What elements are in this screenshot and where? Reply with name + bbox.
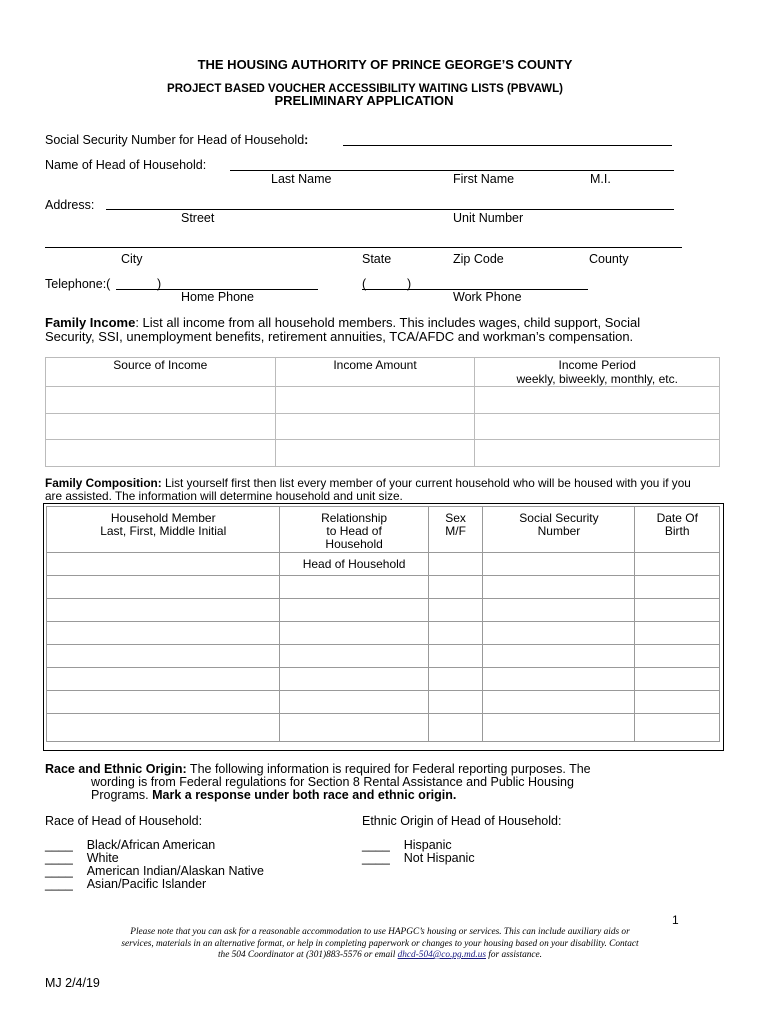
income-cell[interactable] xyxy=(275,387,475,414)
unit-number-caption: Unit Number xyxy=(453,211,524,225)
race-blank[interactable]: ____ xyxy=(45,851,73,865)
dob-cell[interactable] xyxy=(635,714,720,742)
race-text-3-bold: Mark a response under both race and ethnic origin. xyxy=(152,788,457,802)
ssn-colon: : xyxy=(304,133,309,147)
member-cell[interactable] xyxy=(47,599,280,622)
dob-cell[interactable] xyxy=(635,645,720,668)
dob-cell[interactable] xyxy=(635,576,720,599)
work-phone-paren-close: ) xyxy=(407,277,412,291)
table-row xyxy=(46,440,720,467)
relationship-cell[interactable] xyxy=(280,622,428,645)
relationship-cell[interactable] xyxy=(280,714,428,742)
family-composition-heading: Family Composition: xyxy=(45,476,162,490)
relationship-cell[interactable] xyxy=(280,668,428,691)
sex-cell[interactable] xyxy=(428,714,483,742)
dob-cell[interactable] xyxy=(635,553,720,576)
zip-caption: Zip Code xyxy=(453,252,504,266)
col-source-of-income: Source of Income xyxy=(46,358,276,387)
race-option-asian[interactable] xyxy=(45,877,206,891)
table-row xyxy=(47,599,720,622)
city-caption: City xyxy=(121,252,143,266)
col-social-security-sub: Number xyxy=(537,524,581,538)
race-option-label: American Indian/Alaskan Native xyxy=(86,864,264,878)
col-sex xyxy=(428,507,483,553)
ssn-label-text: Social Security Number for Head of Household xyxy=(45,133,305,147)
dob-cell[interactable] xyxy=(635,599,720,622)
col-household-member-label: Household Member xyxy=(110,511,216,525)
col-income-amount: Income Amount xyxy=(275,358,475,387)
race-option-label: White xyxy=(86,851,119,865)
sex-cell[interactable] xyxy=(428,622,483,645)
accommodation-note-line3a: the 504 Coordinator at (301)883-5576 or email xyxy=(217,950,398,960)
col-date-of-birth-label: Date Of xyxy=(656,511,698,525)
ssn-cell[interactable] xyxy=(483,645,635,668)
table-row xyxy=(46,387,720,414)
address-street-field[interactable] xyxy=(106,209,674,210)
ssn-cell[interactable] xyxy=(483,668,635,691)
sex-cell[interactable] xyxy=(428,599,483,622)
income-cell[interactable] xyxy=(46,440,276,467)
income-cell[interactable] xyxy=(275,414,475,440)
income-cell[interactable] xyxy=(46,414,276,440)
ethnic-blank[interactable]: ____ xyxy=(362,851,390,865)
table-row xyxy=(47,622,720,645)
sex-cell[interactable] xyxy=(428,576,483,599)
page-number: 1 xyxy=(672,913,679,927)
accommodation-note xyxy=(30,927,730,962)
col-relationship xyxy=(280,507,428,553)
race-option-white[interactable] xyxy=(45,851,119,865)
county-caption: County xyxy=(589,252,629,266)
accommodation-note-line2: services, materials in an alternative format, or help in completing paperwork or changes to your housing based on your disability. Contact xyxy=(121,938,639,949)
name-label: Name of Head of Household: xyxy=(45,158,207,172)
race-instructions-line3 xyxy=(91,788,456,802)
ssn-cell[interactable] xyxy=(483,576,635,599)
col-income-period-label: Income Period xyxy=(558,358,636,372)
ssn-cell[interactable] xyxy=(483,553,635,576)
address-city-field[interactable] xyxy=(45,247,682,248)
col-social-security-label: Social Security xyxy=(519,511,599,525)
member-cell[interactable] xyxy=(47,691,280,714)
race-option-label: Asian/Pacific Islander xyxy=(86,877,207,891)
sex-cell[interactable] xyxy=(428,645,483,668)
race-option-black[interactable] xyxy=(45,838,215,852)
state-caption: State xyxy=(362,252,392,266)
income-cell[interactable] xyxy=(475,414,720,440)
income-cell[interactable] xyxy=(275,440,475,467)
dob-cell[interactable] xyxy=(635,691,720,714)
ssn-cell[interactable] xyxy=(483,622,635,645)
member-cell[interactable] xyxy=(47,645,280,668)
race-blank[interactable]: ____ xyxy=(45,838,73,852)
ssn-cell[interactable] xyxy=(483,714,635,742)
race-blank[interactable]: ____ xyxy=(45,877,73,891)
col-relationship-label-3: Household xyxy=(325,537,383,551)
col-household-member-sub: Last, First, Middle Initial xyxy=(100,524,227,538)
home-phone-caption: Home Phone xyxy=(181,290,254,304)
race-label: Race of Head of Household: xyxy=(45,814,203,828)
ethnic-option-not-hispanic[interactable] xyxy=(362,851,475,865)
form-name: PRELIMINARY APPLICATION xyxy=(274,93,454,108)
address-label: Address: xyxy=(45,198,95,212)
ethnic-option-label: Not Hispanic xyxy=(403,851,475,865)
ssn-cell[interactable] xyxy=(483,691,635,714)
income-cell[interactable] xyxy=(475,387,720,414)
telephone-label: Telephone:( xyxy=(45,277,111,291)
income-cell[interactable] xyxy=(46,387,276,414)
col-date-of-birth-sub: Birth xyxy=(664,524,690,538)
family-income-heading: Family Income xyxy=(45,315,136,330)
family-income-text: : List all income from all household members. This includes wages, child support, Social Security, SSI, unemployment benefits, retirement annuities, TCA/AFDC and workman’s compensation. xyxy=(45,315,641,344)
relationship-cell[interactable] xyxy=(280,691,428,714)
ethnic-blank[interactable]: ____ xyxy=(362,838,390,852)
family-composition-table xyxy=(46,506,720,742)
table-row xyxy=(47,645,720,668)
sex-cell[interactable] xyxy=(428,691,483,714)
col-relationship-label-2: to Head of xyxy=(326,524,382,538)
member-cell[interactable] xyxy=(47,714,280,742)
ssn-label xyxy=(45,133,308,147)
ethnic-option-label: Hispanic xyxy=(403,838,452,852)
mi-caption: M.I. xyxy=(590,172,611,186)
col-date-of-birth xyxy=(635,507,720,553)
email-link[interactable]: dhcd-504@co.pg.md.us xyxy=(397,950,486,960)
member-cell[interactable] xyxy=(47,576,280,599)
col-household-member xyxy=(47,507,280,553)
family-composition-instructions xyxy=(45,477,710,503)
work-phone-caption: Work Phone xyxy=(453,290,522,304)
col-sex-sub: M/F xyxy=(445,524,466,538)
table-row xyxy=(47,668,720,691)
table-row xyxy=(47,691,720,714)
relationship-cell[interactable] xyxy=(280,645,428,668)
member-cell[interactable] xyxy=(47,553,280,576)
col-income-period xyxy=(475,358,720,387)
race-option-label: Black/African American xyxy=(86,838,216,852)
relationship-cell[interactable] xyxy=(280,599,428,622)
ssn-cell[interactable] xyxy=(483,599,635,622)
first-name-caption: First Name xyxy=(453,172,515,186)
document-title: THE HOUSING AUTHORITY OF PRINCE GEORGE’S COUNTY xyxy=(197,57,573,72)
ethnic-option-hispanic[interactable] xyxy=(362,838,452,852)
home-phone-paren-close: ) xyxy=(157,277,162,291)
accommodation-note-line3 xyxy=(30,950,730,962)
table-row xyxy=(47,576,720,599)
dob-cell[interactable] xyxy=(635,622,720,645)
name-field[interactable] xyxy=(230,170,674,171)
table-row xyxy=(47,714,720,742)
head-of-household-cell: Head of Household xyxy=(280,553,428,576)
accommodation-note-line3b: for assistance. xyxy=(485,950,543,960)
sex-cell[interactable] xyxy=(428,668,483,691)
table-row xyxy=(47,553,720,576)
dob-cell[interactable] xyxy=(635,668,720,691)
race-text-3: Programs. xyxy=(91,788,153,802)
document-subtitle: PROJECT BASED VOUCHER ACCESSIBILITY WAITING LISTS (PBVAWL) xyxy=(167,83,563,95)
ssn-field[interactable] xyxy=(343,145,672,146)
sex-cell[interactable] xyxy=(428,553,483,576)
race-instructions-line2: wording is from Federal regulations for Section 8 Rental Assistance and Public Housing xyxy=(91,775,574,789)
race-option-american-indian[interactable] xyxy=(45,864,264,878)
composition-header-row xyxy=(47,507,720,553)
col-social-security xyxy=(483,507,635,553)
table-row xyxy=(46,414,720,440)
income-cell[interactable] xyxy=(475,440,720,467)
col-income-period-sub: weekly, biweekly, monthly, etc. xyxy=(516,372,678,386)
family-income-instructions xyxy=(45,316,685,344)
col-relationship-label-1: Relationship xyxy=(321,511,388,525)
work-phone-paren-open: ( xyxy=(362,277,367,291)
revision-code: MJ 2/4/19 xyxy=(45,976,100,990)
income-header-row xyxy=(46,358,720,387)
last-name-caption: Last Name xyxy=(271,172,332,186)
member-cell[interactable] xyxy=(47,668,280,691)
col-sex-label: Sex xyxy=(445,511,466,525)
member-cell[interactable] xyxy=(47,622,280,645)
race-instructions-line1 xyxy=(45,762,591,776)
race-text-1: The following information is required for Federal reporting purposes. The xyxy=(186,762,591,776)
relationship-cell[interactable] xyxy=(280,576,428,599)
race-blank[interactable]: ____ xyxy=(45,864,73,878)
family-composition-text: List yourself first then list every member of your current household who will be housed with you if you are assisted. The information will determine household and unit size. xyxy=(45,476,691,503)
income-table xyxy=(45,357,720,467)
street-caption: Street xyxy=(181,211,215,225)
race-heading: Race and Ethnic Origin: xyxy=(45,762,187,776)
accommodation-note-line1: Please note that you can ask for a reasonable accommodation to use HAPGC’s housing or services. This can include auxiliary aids or xyxy=(130,927,630,937)
ethnic-label: Ethnic Origin of Head of Household: xyxy=(362,814,562,828)
